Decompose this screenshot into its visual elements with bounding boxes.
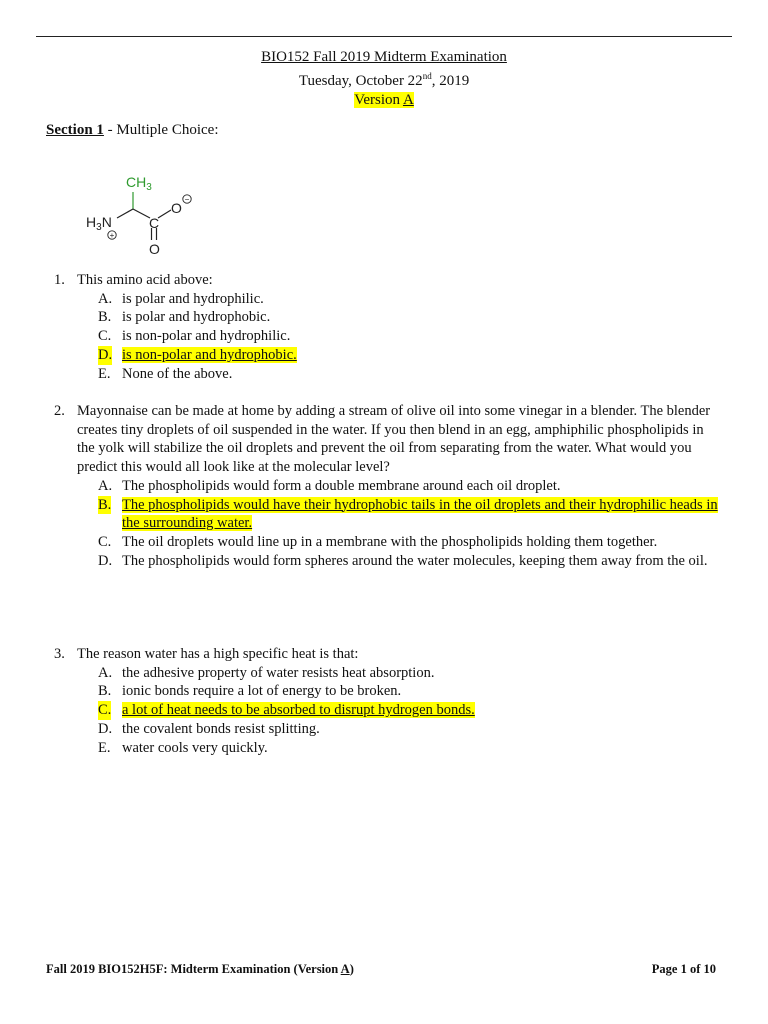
version-word: Version: [354, 92, 403, 108]
option-text: the covalent bonds resist splitting.: [122, 720, 320, 737]
n-ca-bond: [117, 209, 133, 218]
question-number: 2.: [54, 403, 65, 419]
carbonyl-carbon-label: C: [149, 215, 160, 231]
page-current: 1: [680, 962, 687, 976]
c-o-single-bond: [158, 210, 171, 218]
option-letter: C.: [98, 702, 112, 719]
option-letter: D.: [98, 346, 113, 363]
option-text: the adhesive property of water resists heat absorption.: [122, 664, 435, 681]
option-letter: A.: [98, 290, 113, 307]
answer-options: [98, 290, 724, 384]
carboxylate-oxygen-label: O: [171, 200, 182, 216]
amine-label: $H_3N$: [86, 214, 112, 233]
footer-course-text: Fall 2019 BIO152H5F: Midterm Examination (Version: [46, 962, 341, 976]
question-2: [54, 402, 724, 570]
exam-header: [0, 48, 768, 110]
option-text: None of the above.: [122, 365, 233, 382]
question-3: [54, 645, 724, 757]
option-text: ionic bonds require a lot of energy to be broken.: [122, 683, 402, 700]
option-text: is polar and hydrophobic.: [122, 309, 271, 326]
option-letter: A.: [98, 664, 113, 681]
exam-date-ordinal: nd: [422, 71, 432, 81]
option-text: The phospholipids would form a double membrane around each oil droplet.: [122, 477, 561, 494]
answer-options: [98, 664, 724, 758]
answer-option-e: [98, 739, 724, 758]
option-text: The phospholipids would form spheres around the water molecules, keeping them away from the oil.: [122, 552, 708, 569]
exam-date: [0, 67, 768, 91]
answer-option-b: [98, 682, 724, 701]
answer-option-b: [98, 308, 724, 327]
answer-option-b-correct: [98, 496, 724, 533]
option-letter: D.: [98, 552, 113, 569]
plus-charge-sign: +: [109, 231, 115, 240]
option-letter: B.: [98, 683, 112, 700]
minus-charge-sign: −: [184, 195, 190, 204]
section-subtitle: - Multiple Choice:: [103, 122, 219, 138]
option-letter: C.: [98, 533, 112, 550]
question-1: [54, 271, 724, 383]
methyl-label: $CH_3$: [126, 174, 152, 193]
answer-option-d: [98, 552, 724, 571]
ca-c-bond: [133, 209, 150, 218]
option-text: The oil droplets would line up in a membrane with the phospholipids holding them together.: [122, 533, 658, 550]
option-letter: E.: [98, 739, 111, 756]
exam-date-year: , 2019: [431, 73, 470, 89]
answer-option-a: [98, 664, 724, 683]
exam-date-text: Tuesday, October 22: [298, 73, 423, 89]
version-letter: A: [402, 92, 414, 108]
question-number: 1.: [54, 272, 65, 288]
option-text-highlighted: is non-polar and hydrophobic.: [122, 346, 297, 363]
amino-acid-structure: [80, 165, 230, 260]
answer-options: [98, 477, 724, 571]
question-stem: This amino acid above:: [77, 272, 213, 288]
section-label: Section 1: [46, 122, 104, 138]
exam-version: [0, 91, 768, 110]
question-stem: Mayonnaise can be made at home by adding a stream of olive oil into some vinegar in a blender. The blender creates tiny droplets of oil suspended in the water. If you then blend in an egg, amphiphilic phospholipids in the yolk will stabilize the oil droplets and prevent the oil from separating from the water. What would you predict this would all look like at the molecular level?: [77, 403, 711, 476]
option-text: is non-polar and hydrophilic.: [122, 328, 291, 345]
top-rule: [36, 36, 732, 37]
page-word: Page: [651, 962, 681, 976]
option-text: water cools very quickly.: [122, 739, 268, 756]
answer-option-e: [98, 365, 724, 384]
answer-option-d-correct: [98, 346, 724, 365]
footer-course-label: [46, 962, 354, 977]
answer-option-a: [98, 290, 724, 309]
answer-option-c-correct: [98, 701, 724, 720]
footer-course-close: ): [349, 962, 354, 976]
page-total: 10: [703, 962, 716, 976]
option-text: is polar and hydrophilic.: [122, 290, 264, 307]
option-letter: C.: [98, 328, 112, 345]
answer-option-d: [98, 720, 724, 739]
option-letter: B.: [98, 309, 112, 326]
page-of-word: of: [686, 962, 704, 976]
answer-option-c: [98, 533, 724, 552]
option-letter: E.: [98, 365, 111, 382]
option-letter: B.: [98, 496, 112, 513]
answer-option-c: [98, 327, 724, 346]
option-text-highlighted: The phospholipids would have their hydrophobic tails in the oil droplets and their hydrophilic heads in the surrounding water.: [122, 496, 718, 532]
version-highlight: [354, 92, 414, 108]
footer-version-letter: A: [340, 962, 350, 976]
answer-option-a: [98, 477, 724, 496]
section-heading: [46, 122, 219, 139]
option-letter: A.: [98, 477, 113, 494]
page-number: [652, 962, 716, 977]
question-stem: The reason water has a high specific heat is that:: [77, 646, 359, 662]
option-text-highlighted: a lot of heat needs to be absorbed to disrupt hydrogen bonds.: [122, 702, 475, 719]
question-number: 3.: [54, 646, 65, 662]
option-letter: D.: [98, 720, 113, 737]
carbonyl-oxygen-label: O: [149, 241, 160, 257]
exam-title: BIO152 Fall 2019 Midterm Examination: [261, 49, 507, 65]
